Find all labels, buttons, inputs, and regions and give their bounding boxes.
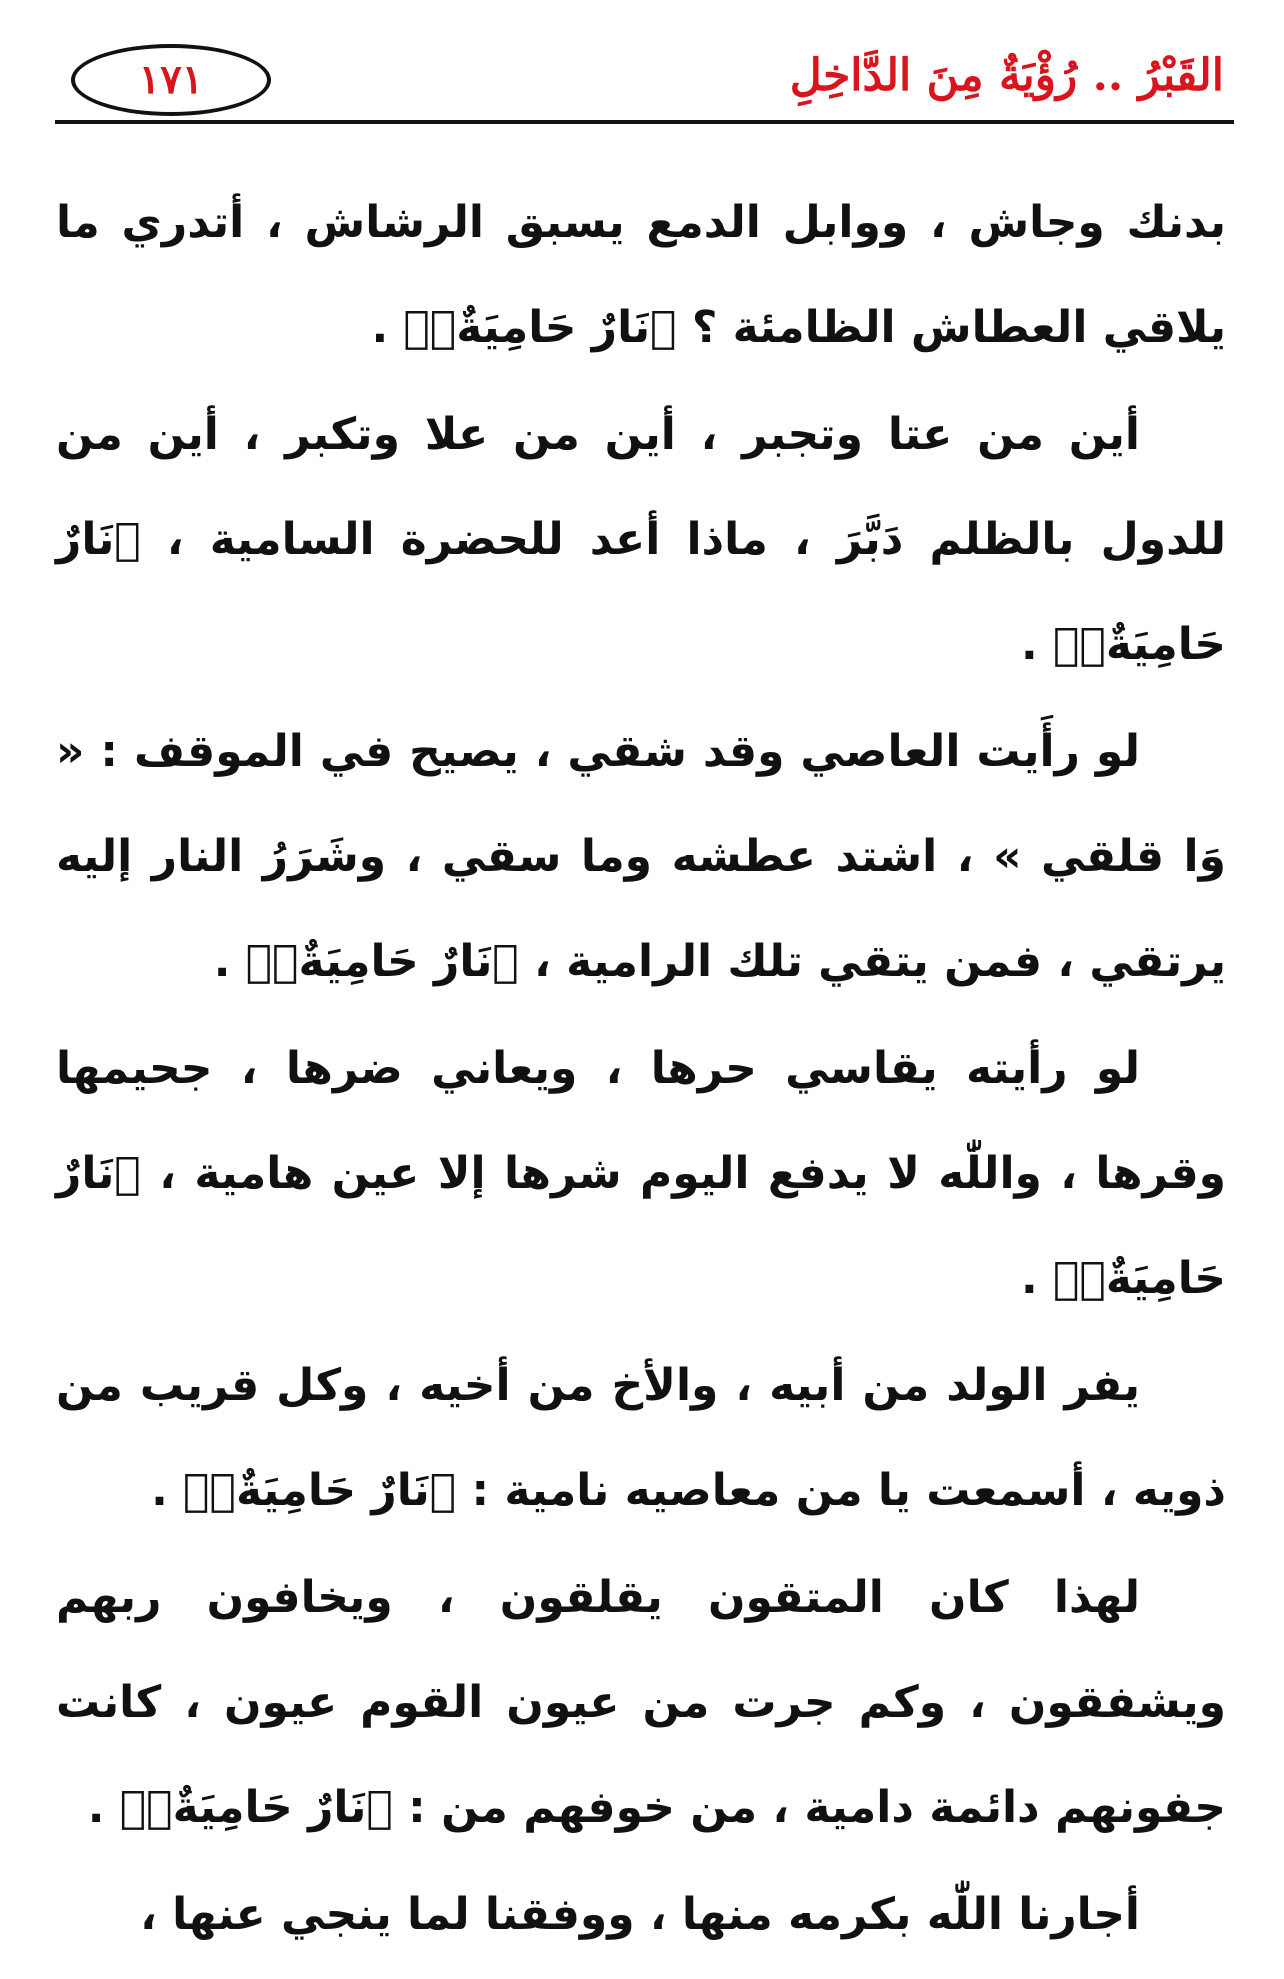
paragraph-6: لهذا كان المتقون يقلقون ، ويخافون ربهم ويشفقون ، وكم جرت من عيون القوم عيون ، كانت جفونهم دائمة دامية ، من خوفهم من : ﴿نَارٌ حَامِيَةٌۢ﴾ .: [56, 1572, 1226, 1833]
header-rule: [55, 120, 1234, 124]
paragraph-7: أجارنا اللّٰه بكرمه منها ، ووفقنا لما ينجي عنها ،: [140, 1889, 1140, 1940]
paragraph-1: بدنك وجاش ، ووابل الدمع يسبق الرشاش ، أتدري ما يلاقي العطاش الظامئة ؟ ﴿نَارٌ حَامِيَةٌۢ﴾ .: [56, 197, 1226, 353]
paragraph-3: لو رأَيت العاصي وقد شقي ، يصيح في الموقف : « وَا قلقي » ، اشتد عطشه وما سقي ، وشَرَرُ النار إليه يرتقي ، فمن يتقي تلك الرامية ، ﴿نَارٌ حَامِيَةٌۢ﴾ .: [56, 726, 1226, 987]
running-title: القَبْرُ .. رُؤْيَةٌ مِنَ الدَّاخِلِ: [789, 50, 1224, 101]
paragraph-2: أين من عتا وتجبر ، أين من علا وتكبر ، أين من للدول بالظلم دَبَّرَ ، ماذا أعد للحضرة السامية ، ﴿نَارٌ حَامِيَةٌۢ﴾ .: [56, 409, 1226, 670]
paragraph-4: لو رأيته يقاسي حرها ، ويعاني ضرها ، جحيمها وقرها ، واللّٰه لا يدفع اليوم شرها إلا عين هامية ، ﴿نَارٌ حَامِيَةٌۢ﴾ .: [56, 1043, 1226, 1304]
page-number-oval: [71, 44, 271, 116]
body-text: [56, 170, 1226, 1969]
page-header: [55, 38, 1234, 124]
page-number: ١٧١: [138, 56, 204, 103]
paragraph-5: يفر الولد من أبيه ، والأخ من أخيه ، وكل قريب من ذويه ، أسمعت يا من معاصيه نامية : ﴿نَارٌ حَامِيَةٌۢ﴾ .: [56, 1360, 1226, 1516]
